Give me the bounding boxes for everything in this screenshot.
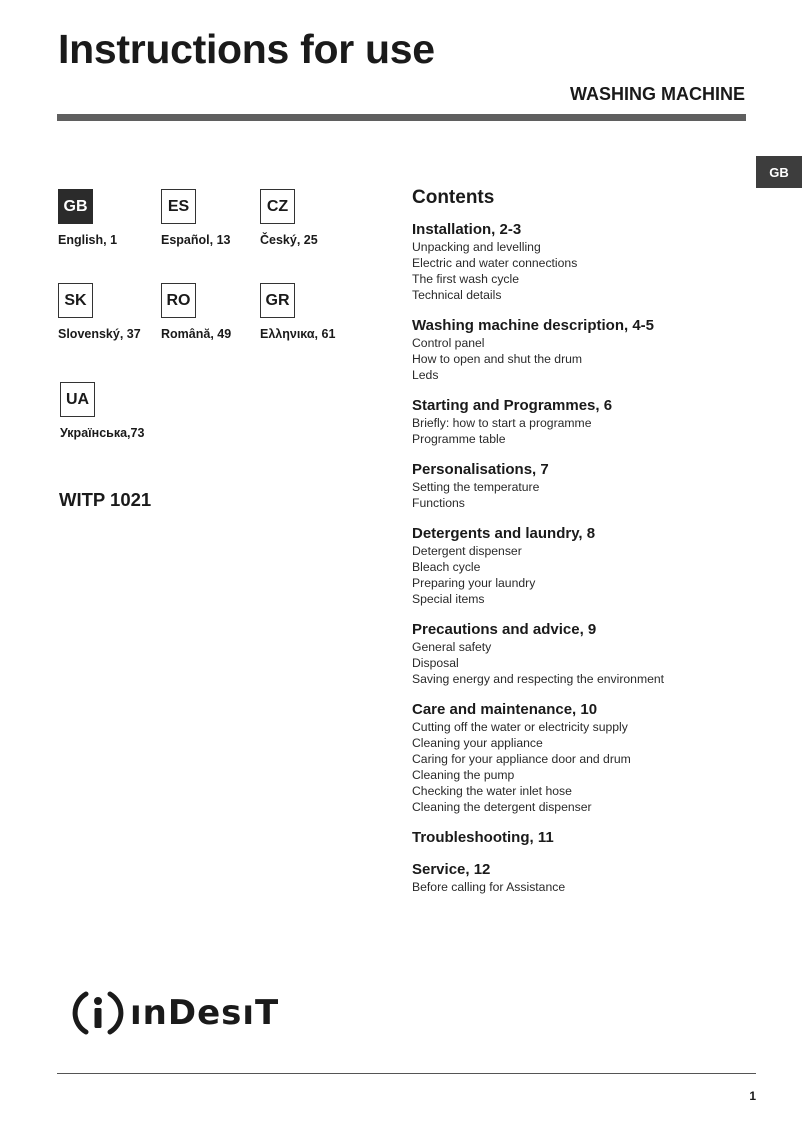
toc-item[interactable]: Special items [412,592,485,606]
language-item-gb[interactable] [58,189,178,247]
toc-item[interactable]: Electric and water connections [412,256,578,270]
toc-section-heading[interactable]: Troubleshooting, 11 [412,829,554,846]
model-number: WITP 1021 [59,489,152,510]
brand-logo [72,988,279,1038]
language-label: Română, 49 [161,327,232,341]
language-label: Українська,73 [60,426,145,440]
toc-section-heading[interactable]: Precautions and advice, 9 [412,621,597,638]
footer-divider [57,1073,756,1074]
toc-section-heading[interactable]: Service, 12 [412,861,491,878]
toc-item[interactable]: Programme table [412,432,506,446]
toc-item[interactable]: Disposal [412,656,459,670]
toc-item[interactable]: Cleaning your appliance [412,736,543,750]
toc-item[interactable]: Preparing your laundry [412,576,536,590]
toc-item[interactable]: Saving energy and respecting the environment [412,672,665,686]
language-item-ua[interactable] [60,382,180,440]
language-item-cz[interactable] [260,189,380,247]
toc-section-heading[interactable]: Personalisations, 7 [412,461,549,478]
toc-section [412,524,772,607]
language-item-sk[interactable] [58,283,178,341]
language-label: English, 1 [58,233,118,247]
toc-item[interactable]: Leds [412,368,439,382]
language-label: Slovenský, 37 [58,327,141,341]
toc-item[interactable]: Control panel [412,336,485,350]
toc-item[interactable]: Technical details [412,288,502,302]
toc-item[interactable]: Briefly: how to start a programme [412,416,592,430]
toc-item[interactable]: Caring for your appliance door and drum [412,752,631,766]
language-code-box: CZ [260,189,295,224]
toc-item[interactable]: Bleach cycle [412,560,481,574]
contents-title: Contents [412,187,495,208]
toc-item[interactable]: Cleaning the pump [412,768,515,782]
page-number: 1 [749,1089,756,1103]
language-code-box: RO [161,283,196,318]
language-code-box: GR [260,283,295,318]
toc-item[interactable]: Before calling for Assistance [412,880,566,894]
toc-item[interactable]: General safety [412,640,492,654]
language-code-box: UA [60,382,95,417]
toc-section [412,860,772,895]
toc-section [412,828,772,847]
toc-item[interactable]: Cutting off the water or electricity supply [412,720,628,734]
toc-section-heading[interactable]: Installation, 2-3 [412,221,522,238]
brand-name: ınDesıT [130,993,280,1033]
language-code-box: ES [161,189,196,224]
toc-item[interactable]: Setting the temperature [412,480,540,494]
toc-section-heading[interactable]: Starting and Programmes, 6 [412,397,613,414]
toc-item[interactable]: Checking the water inlet hose [412,784,572,798]
toc-item[interactable]: Detergent dispenser [412,544,522,558]
language-label: Español, 13 [161,233,231,247]
document-subtitle: WASHING MACHINE [570,84,745,104]
toc-section [412,620,772,687]
language-side-tab: GB [756,156,802,188]
toc-item[interactable]: Functions [412,496,465,510]
toc-section [412,396,772,447]
toc-item[interactable]: The first wash cycle [412,272,520,286]
toc-section [412,700,772,815]
toc-section [412,460,772,511]
toc-section [412,316,772,383]
toc-item[interactable]: How to open and shut the drum [412,352,583,366]
language-item-gr[interactable] [260,283,380,341]
table-of-contents [412,187,772,908]
toc-item[interactable]: Cleaning the detergent dispenser [412,800,592,814]
toc-section-heading[interactable]: Care and maintenance, 10 [412,701,598,718]
indesit-logo-icon [72,988,124,1038]
document-title: Instructions for use [58,26,435,72]
language-code-box: SK [58,283,93,318]
toc-section [412,220,772,303]
language-label: Český, 25 [260,233,318,247]
header-divider [57,114,746,121]
toc-section-heading[interactable]: Washing machine description, 4-5 [412,317,654,334]
language-label: Ελληνικα, 61 [260,327,336,341]
language-code-box: GB [58,189,93,224]
toc-section-heading[interactable]: Detergents and laundry, 8 [412,525,596,542]
toc-item[interactable]: Unpacking and levelling [412,240,541,254]
